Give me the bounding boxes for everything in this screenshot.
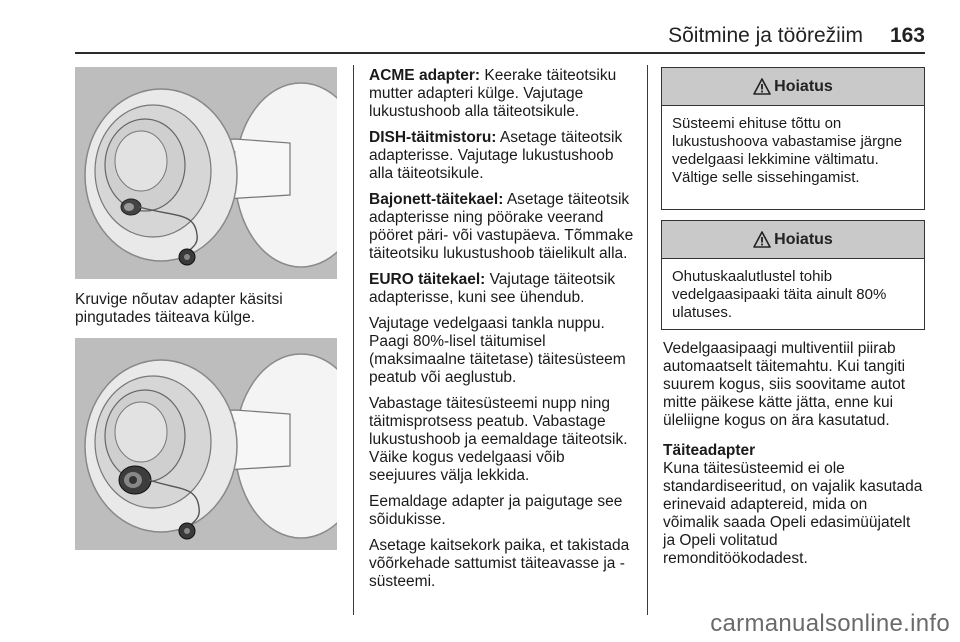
warning-box	[661, 220, 925, 330]
section-title: Sõitmine ja töörežiim	[668, 24, 863, 47]
dish-label: DISH-täitmistoru:	[369, 129, 497, 146]
filling-adapter-heading: Täiteadapter	[663, 442, 756, 459]
bayonet-label: Bajonett-täitekael:	[369, 191, 504, 208]
watermark: carmanualsonline.info	[710, 610, 950, 637]
warning-header	[662, 68, 924, 106]
instructions-column	[369, 67, 635, 599]
acme-text: Keerake täiteotsiku mutter adapteri külge. Vajutage lukustushoob alla täiteotsikule.	[369, 67, 617, 120]
press-button-paragraph: Vajutage vedelgaasi tankla nuppu. Paagi 80%-lisel täitumisel (maksimaalne täitetase) täitesüsteem peatub või aeglustub.	[369, 315, 626, 386]
euro-paragraph	[369, 271, 635, 307]
euro-text: Vajutage täiteotsik adapterisse, kuni see ühendub.	[369, 271, 616, 306]
filling-adapter-text: Kuna täitesüsteemid ei ole standardiseeritud, on vajalik kasutada erinevaid adaptereid, mida on võimalik saada Opeli edasimüüjatelt ja Opeli volitatud remonditöökodadest.	[663, 460, 923, 567]
column-divider-left	[353, 65, 354, 615]
page-number: 163	[889, 24, 925, 47]
column-divider-right	[647, 65, 648, 615]
warning-title: Hoiatus	[774, 77, 833, 95]
dish-paragraph	[369, 129, 635, 183]
remove-adapter-paragraph: Eemaldage adapter ja paigutage see sõidukisse.	[369, 493, 623, 528]
multivalve-paragraph: Vedelgaasipaagi multiventiil piirab automaatselt täitemahtu. Kui tangiti suurem kogus, siis soovitame autot mitte päikese kätte jätta, enne kui üleliigne kogus on ära kasutatud.	[663, 340, 906, 429]
page-header	[75, 22, 925, 50]
lpg-info-column	[663, 340, 925, 568]
figure-caption: Kruvige nõutav adapter käsitsi pingutades täiteava külge.	[75, 291, 283, 326]
euro-label: EURO täitekael:	[369, 271, 486, 288]
fuel-filler-connected-illustration	[75, 338, 337, 550]
warning-text: Ohutuskaalutlustel tohib vedelgaasipaaki täita ainult 80% ulatuses.	[672, 268, 887, 321]
bayonet-text: Asetage täiteotsik adapterisse ning pöörake veerand pööret päri- või vastupäeva. Tõmmake täiteotsiku lukustushoob täielikult alla.	[369, 191, 634, 262]
warning-text: Süsteemi ehituse tõttu on lukustushoova vabastamise järgne vedelgaasi lekkimine vältimatu. Vältige selle sissehingamist.	[672, 115, 903, 186]
warning-box	[661, 67, 925, 210]
acme-label: ACME adapter:	[369, 67, 481, 84]
warning-title: Hoiatus	[774, 230, 833, 248]
header-rule	[75, 52, 925, 54]
warning-triangle-icon	[753, 78, 771, 95]
dish-text: Asetage täiteotsik adapterisse. Vajutage lukustushoob alla täiteotsikule.	[369, 129, 623, 182]
protective-cap-paragraph: Asetage kaitsekork paika, et takistada võõrkehade sattumist täiteavasse ja -süsteemi.	[369, 537, 630, 590]
warning-header	[662, 221, 924, 259]
release-paragraph: Vabastage täitesüsteemi nupp ning täitmisprotsess peatub. Vabastage lukustushoob ja eemaldage täiteotsik. Väike kogus vedelgaasi võib seejuures välja lekkida.	[369, 395, 628, 484]
warning-triangle-icon	[753, 231, 771, 248]
fuel-filler-adapter-illustration	[75, 67, 337, 279]
acme-paragraph	[369, 67, 635, 121]
bayonet-paragraph	[369, 191, 635, 263]
